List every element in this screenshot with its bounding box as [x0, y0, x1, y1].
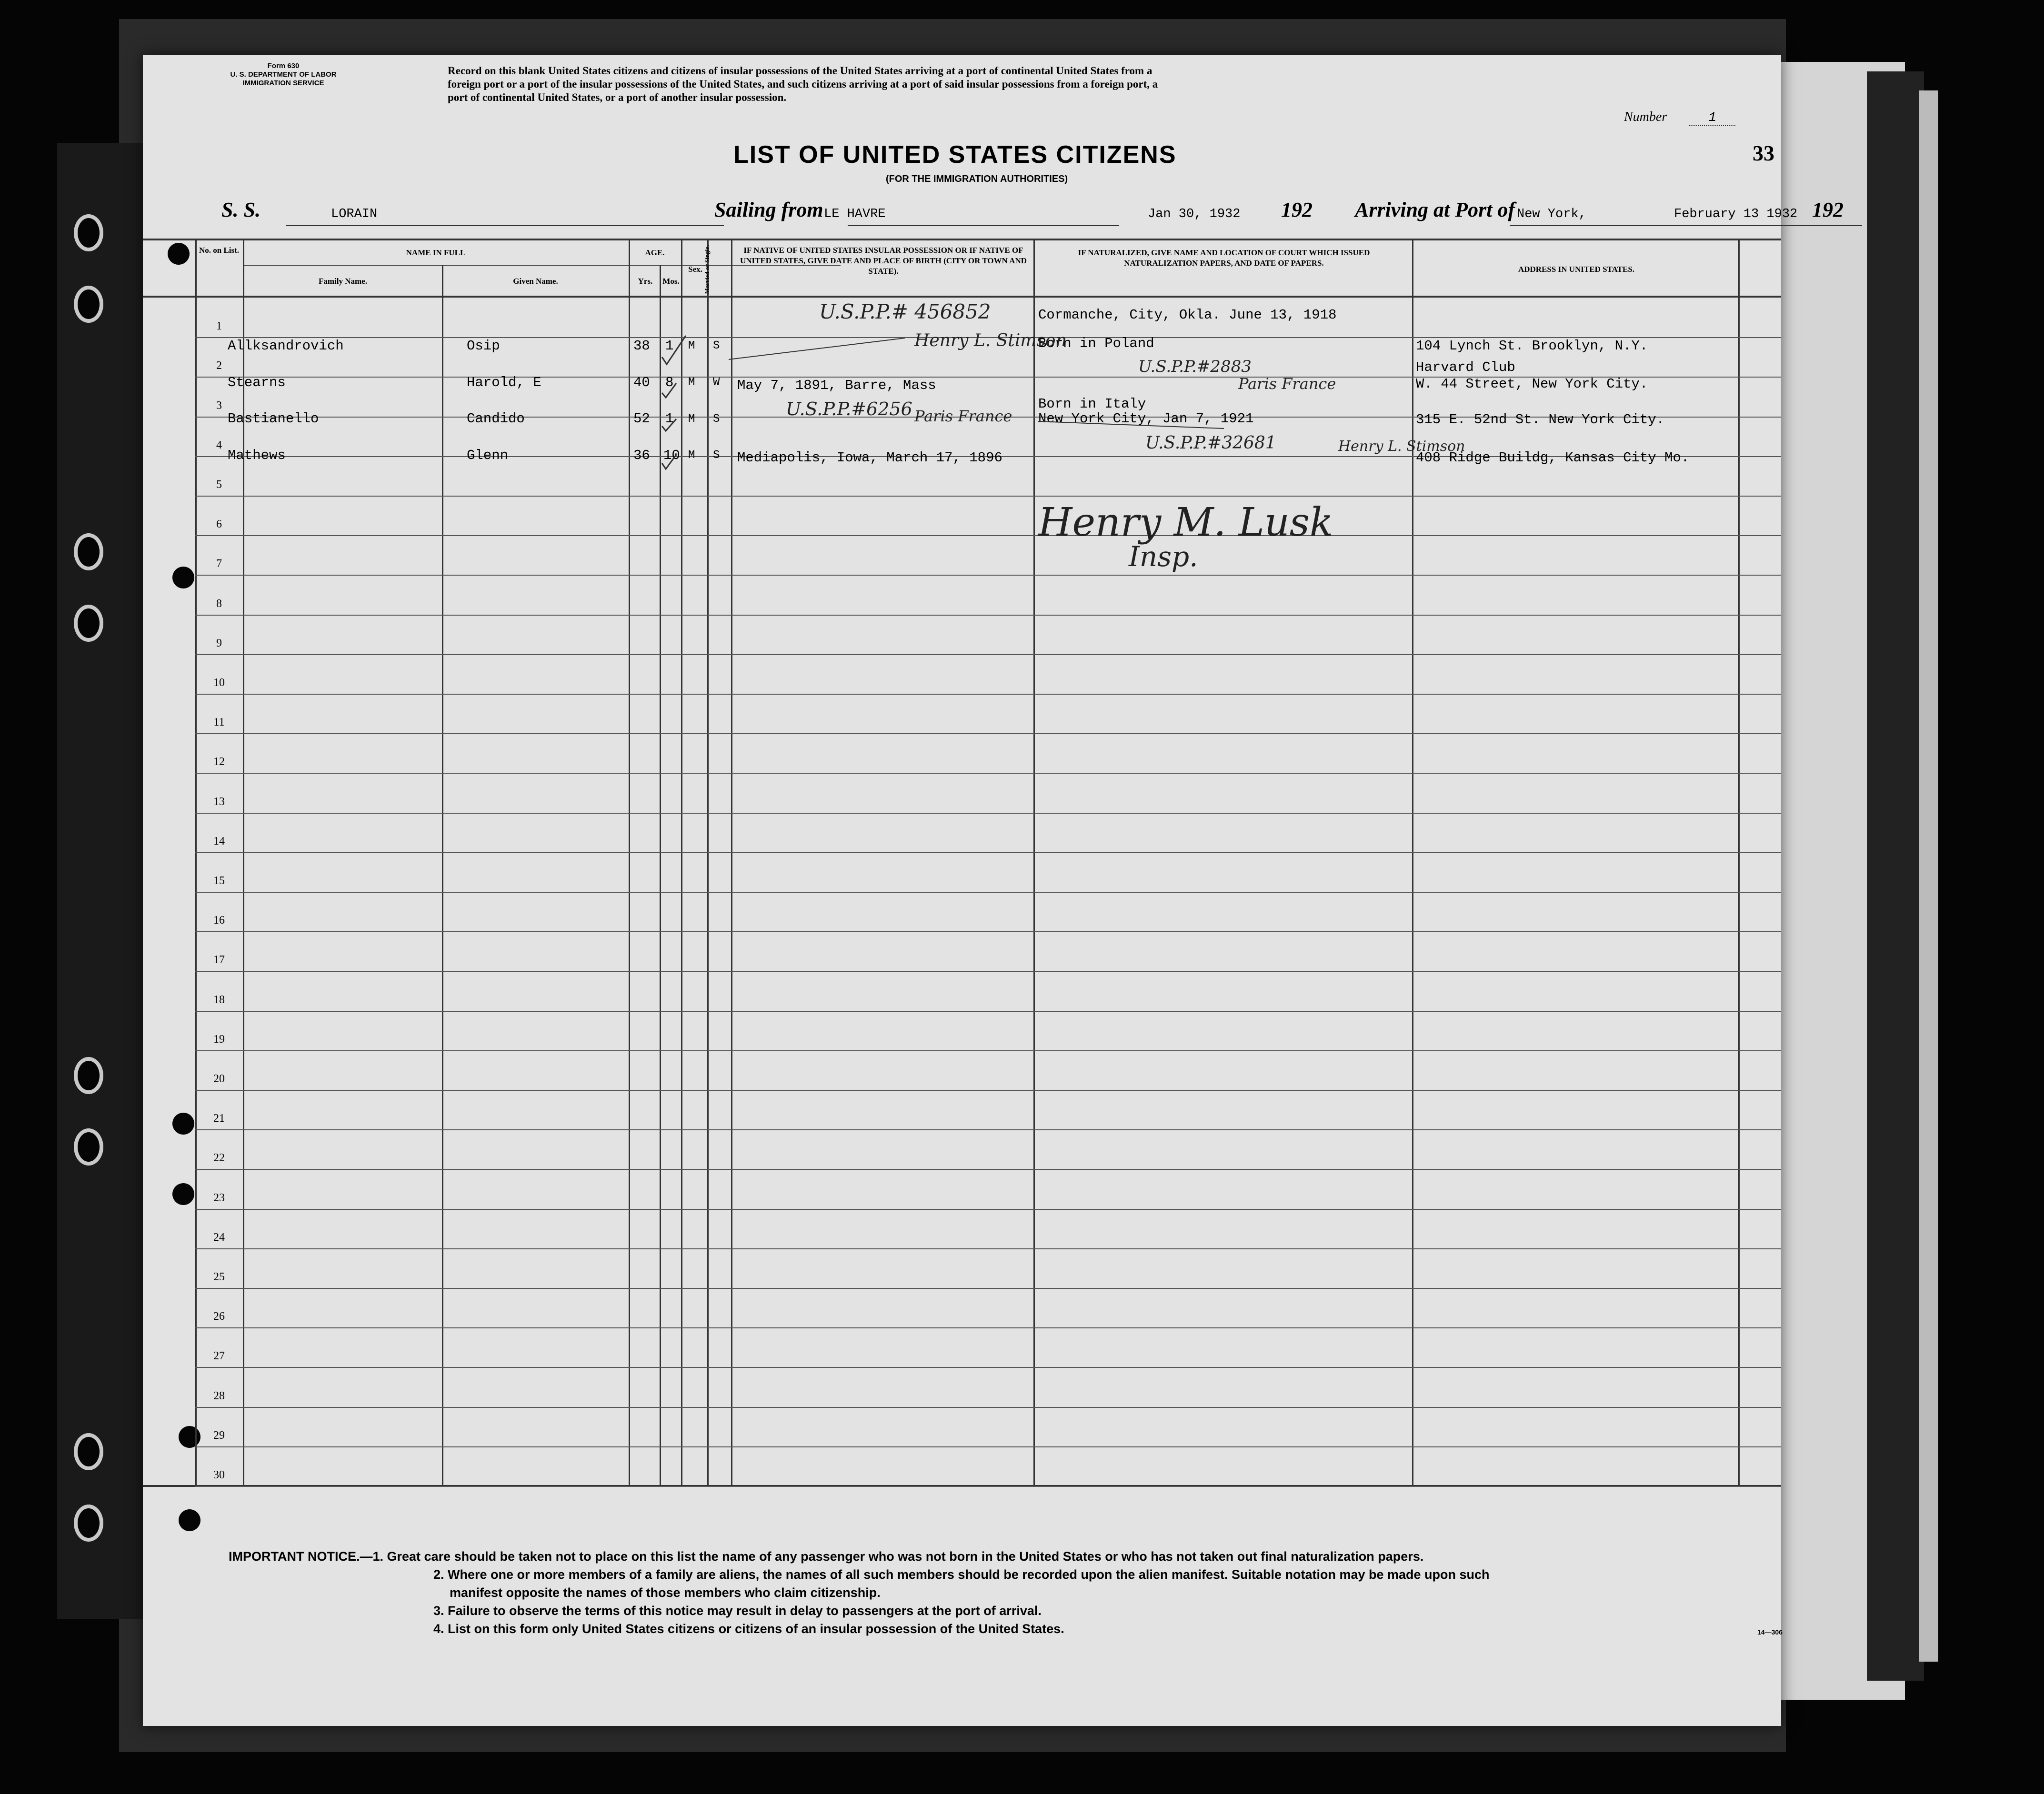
age-yrs-cell: 52	[633, 411, 650, 427]
notice-heading: IMPORTANT NOTICE.	[229, 1549, 360, 1564]
family-name-cell: Mathews	[228, 448, 286, 463]
address-cell: 408 Ridge Buildg, Kansas City Mo.	[1416, 450, 1690, 466]
department: U. S. DEPARTMENT OF LABOR	[230, 70, 337, 79]
notice-item: manifest opposite the names of those members who claim citizenship.	[450, 1585, 881, 1600]
naturalized-cell: New York City, Jan 7, 1921	[1038, 411, 1254, 427]
row-number: 18	[213, 993, 225, 1006]
naturalized-cell: Born in Italy	[1038, 396, 1146, 412]
service: IMMIGRATION SERVICE	[242, 79, 324, 87]
row-rule	[195, 852, 1781, 853]
sex-cell: M	[688, 449, 695, 462]
notice-line-1	[229, 1547, 1490, 1565]
check-marks	[657, 312, 914, 502]
age-yrs-cell: 36	[633, 448, 650, 463]
left-binding-strip	[57, 143, 143, 1619]
row-rule	[195, 1090, 1781, 1091]
handwritten-passport-number: U.S.P.P.#2883	[1138, 357, 1252, 376]
back-page-right-edge	[1867, 71, 1924, 1681]
native-cell: May 7, 1891, Barre, Mass	[737, 378, 936, 393]
row-number: 27	[213, 1350, 225, 1363]
row-number: 10	[213, 677, 225, 689]
sex-cell: M	[688, 413, 695, 426]
address-cell: W. 44 Street, New York City.	[1416, 376, 1648, 392]
back-page-far-right	[1919, 90, 1938, 1662]
row-number: 22	[213, 1152, 225, 1165]
status-cell: S	[713, 449, 720, 462]
form-instructions	[448, 64, 1158, 104]
page-subtitle: (FOR THE IMMIGRATION AUTHORITIES)	[886, 174, 1068, 184]
row-number: 6	[216, 518, 222, 531]
native-cell: Mediapolis, Iowa, March 17, 1896	[737, 450, 1002, 466]
header-address: ADDRESS IN UNITED STATES.	[1518, 265, 1635, 274]
status-cell: S	[713, 413, 720, 426]
fill-underline	[848, 225, 1119, 226]
row-number: 13	[213, 795, 225, 808]
age-yrs-cell: 40	[633, 375, 650, 390]
row-number: 30	[213, 1469, 225, 1481]
fill-underline	[286, 225, 724, 226]
family-name-cell: Allksandrovich	[228, 338, 344, 354]
family-name-cell: Bastianello	[228, 411, 319, 427]
sailing-port: LE HAVRE	[824, 207, 886, 221]
binder-hole	[74, 533, 103, 570]
sailing-label: Sailing from	[714, 198, 823, 221]
instruction-line: port of continental United States, or a port of another insular possession.	[448, 91, 787, 103]
sex-cell: M	[688, 376, 695, 389]
header-naturalized: IF NATURALIZED, GIVE NAME AND LOCATION OF COURT WHICH ISSUED NATURALIZATION PAPERS, AND DATE OF PAPERS.	[1078, 248, 1370, 268]
row-number: 26	[213, 1310, 225, 1323]
binder-hole	[74, 605, 103, 642]
ss-label: S. S.	[221, 198, 261, 221]
notice-item: —1. Great care should be taken not to place on this list the name of any passenger who was not born in the United States or who has not taken out final naturalization papers.	[360, 1549, 1424, 1564]
row-rule	[195, 892, 1781, 893]
page-title: LIST OF UNITED STATES CITIZENS	[733, 141, 1177, 169]
age-mos-cell: 10	[663, 448, 680, 463]
number-field	[1624, 110, 1735, 125]
row-rule	[195, 615, 1781, 616]
handwritten-signature: Henry L. Stimson	[914, 331, 1067, 350]
inspector-title: Insp.	[1129, 540, 1198, 573]
row-number: 15	[213, 875, 225, 887]
header-no-on-list: No. on List.	[199, 246, 240, 255]
row-rule	[195, 931, 1781, 932]
punch-hole	[179, 1426, 200, 1448]
col-divider	[195, 239, 197, 1486]
col-divider	[1738, 239, 1740, 1486]
row-rule	[195, 1209, 1781, 1210]
address-cell: 315 E. 52nd St. New York City.	[1416, 412, 1665, 428]
row-rule	[195, 733, 1781, 734]
instruction-line: Record on this blank United States citizens and citizens of insular possessions of the United States arriving at a port of continental United States from a	[448, 65, 1152, 77]
row-rule	[195, 1288, 1781, 1289]
row-rule	[195, 1446, 1781, 1447]
address-cell: Harvard Club	[1416, 359, 1515, 375]
print-code: 14—306	[1757, 1628, 1783, 1636]
punch-hole	[172, 1113, 194, 1135]
row-number: 20	[213, 1073, 225, 1085]
row-number: 3	[216, 399, 222, 412]
handwritten-passport-number: U.S.P.P.#32681	[1145, 433, 1276, 453]
arrival-date: February 13 1932	[1674, 207, 1798, 221]
ship-name: LORAIN	[331, 207, 378, 221]
row-number: 1	[216, 320, 222, 333]
row-rule	[195, 1407, 1781, 1408]
dash-line	[729, 338, 905, 359]
header-age: AGE.	[645, 248, 665, 257]
row-number: 23	[213, 1191, 225, 1204]
row-number: 25	[213, 1271, 225, 1283]
header-married: Married or Single.	[703, 245, 711, 294]
naturalized-cell: Cormanche, City, Okla. June 13, 1918	[1038, 307, 1337, 323]
status-cell: S	[713, 339, 720, 352]
row-number: 14	[213, 835, 225, 847]
instruction-line: foreign port or a port of the insular possessions of the United States, and such citizens arriving at a port of said insular possessions from a foreign port, a	[448, 78, 1158, 90]
sailing-year-suffix: 192	[1281, 198, 1313, 221]
age-yrs-cell: 38	[633, 338, 650, 354]
col-divider	[629, 239, 630, 1486]
dash-line	[1038, 421, 1224, 429]
row-rule	[195, 773, 1781, 774]
row-number: 5	[216, 478, 222, 491]
header-bottom-border	[143, 296, 1781, 298]
row-number: 28	[213, 1389, 225, 1402]
sex-cell: M	[688, 339, 695, 352]
inspector-signature: Henry M. Lusk	[1038, 500, 1333, 545]
row-number: 21	[213, 1112, 225, 1125]
row-rule	[195, 1367, 1781, 1368]
row-rule	[195, 1011, 1781, 1012]
check-mark	[662, 419, 676, 431]
form-number: Form 630	[267, 62, 300, 70]
handwritten-passport-number: U.S.P.P.# 456852	[819, 300, 991, 323]
row-rule	[195, 575, 1781, 576]
family-name-cell: Stearns	[228, 375, 286, 390]
row-number: 4	[216, 439, 222, 451]
punch-hole	[168, 243, 190, 265]
arriving-label: Arriving at Port of	[1355, 198, 1515, 221]
row-rule	[195, 1486, 1781, 1487]
row-rule	[195, 694, 1781, 695]
form-id-block	[214, 62, 352, 88]
header-given-name: Given Name.	[513, 277, 558, 286]
given-name-cell: Glenn	[467, 448, 509, 463]
row-number: 11	[213, 716, 225, 729]
notice-item: 4. List on this form only United States citizens or citizens of an insular possession of the United States.	[433, 1622, 1064, 1636]
header-native: IF NATIVE OF UNITED STATES INSULAR POSSESSION OR IF NATIVE OF UNITED STATES, GIVE DATE AND PLACE OF BIRTH (CITY OR TOWN AND STATE).	[740, 246, 1027, 276]
row-number: 24	[213, 1231, 225, 1244]
row-number: 8	[216, 597, 222, 610]
row-rule	[195, 1248, 1781, 1249]
address-cell: 104 Lynch St. Brooklyn, N.Y.	[1416, 338, 1648, 354]
important-notice	[229, 1547, 1490, 1638]
row-number: 2	[216, 359, 222, 372]
status-cell: W	[713, 376, 720, 389]
binder-hole	[74, 1433, 103, 1470]
binder-hole	[74, 1057, 103, 1094]
binder-hole	[74, 1505, 103, 1542]
fill-underline	[1510, 225, 1862, 226]
binder-hole	[74, 1128, 103, 1166]
row-rule	[195, 971, 1781, 972]
row-rule	[195, 535, 1781, 536]
row-number: 29	[213, 1429, 225, 1442]
row-rule	[195, 1169, 1781, 1170]
handwritten-place: Paris France	[914, 407, 1012, 425]
row-rule	[195, 1129, 1781, 1130]
row-rule	[195, 496, 1781, 497]
given-name-cell: Osip	[467, 338, 500, 354]
col-divider	[442, 265, 443, 1486]
row-number: 12	[213, 756, 225, 768]
row-number: 16	[213, 914, 225, 927]
notice-item: 2. Where one or more members of a family are aliens, the names of all such members should be recorded upon the alien manifest. Suitable notation may be made upon such	[433, 1567, 1490, 1582]
punch-hole	[179, 1509, 200, 1531]
row-number: 19	[213, 1033, 225, 1046]
binder-hole	[74, 286, 103, 323]
notice-item: 3. Failure to observe the terms of this notice may result in delay to passengers at the port of arrival.	[433, 1604, 1042, 1618]
page-number: 33	[1753, 141, 1774, 165]
number-label: Number	[1624, 110, 1667, 124]
row-number: 17	[213, 954, 225, 967]
given-name-cell: Harold, E	[467, 375, 541, 390]
number-value: 1	[1689, 110, 1735, 126]
header-sex: Sex.	[688, 265, 702, 274]
arrival-year-suffix: 192	[1812, 198, 1844, 221]
row-rule	[195, 654, 1781, 655]
row-number: 9	[216, 637, 222, 649]
age-mos-cell: 1	[665, 411, 674, 427]
row-rule	[195, 1050, 1781, 1051]
check-mark	[662, 336, 686, 364]
handwritten-place: Paris France	[1238, 375, 1336, 393]
punch-hole	[172, 567, 194, 588]
age-mos-cell: 8	[665, 375, 674, 390]
row-number: 7	[216, 558, 222, 570]
table-top-border	[143, 239, 1781, 240]
row-rule	[195, 813, 1781, 814]
binder-hole	[74, 214, 103, 251]
row-rule	[195, 1327, 1781, 1328]
check-mark	[662, 383, 676, 398]
arrival-port: New York,	[1517, 207, 1586, 221]
punch-hole	[172, 1183, 194, 1205]
header-yrs: Yrs.	[638, 277, 653, 286]
sailing-date: Jan 30, 1932	[1148, 207, 1241, 221]
age-mos-cell: 1	[665, 338, 674, 354]
header-mos: Mos.	[662, 277, 680, 286]
naturalized-cell: Born in Poland	[1038, 336, 1154, 351]
header-name-in-full: NAME IN FULL	[406, 248, 466, 257]
handwritten-signature: Henry L. Stimson	[1338, 438, 1465, 455]
given-name-cell: Candido	[467, 411, 525, 427]
check-mark	[662, 455, 676, 469]
handwritten-passport-number: U.S.P.P.#6256	[786, 399, 912, 419]
strike-lines	[1033, 383, 1653, 478]
header-family-name: Family Name.	[319, 277, 367, 286]
manifest-page	[143, 55, 1844, 1726]
